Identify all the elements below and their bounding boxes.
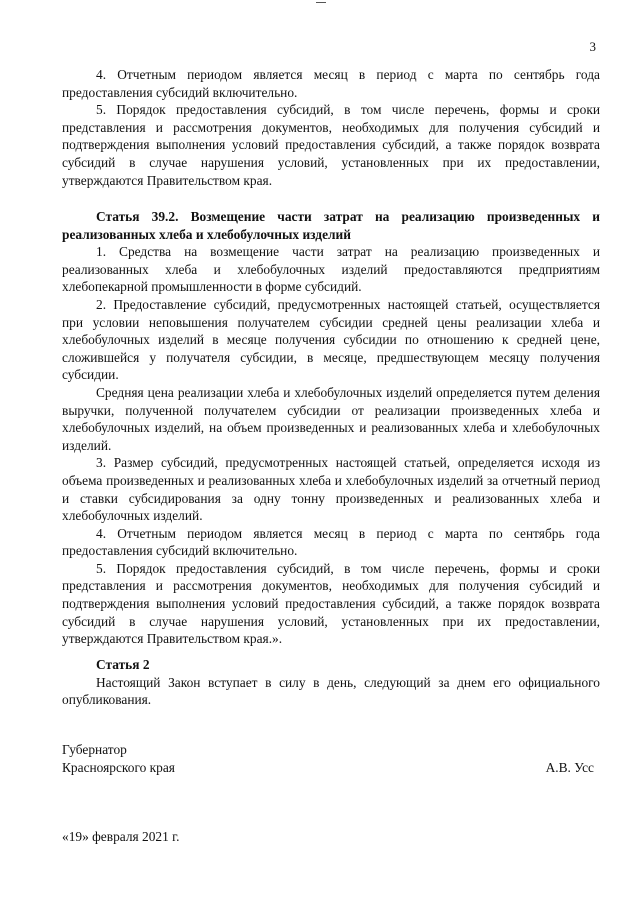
page-number: 3 xyxy=(589,39,596,54)
paragraph-2-average-price: Средняя цена реализации хлеба и хлебобулочных изделий определяется путем деления выручки, полученной получателем субсидии от реализации произведенных хлеба и хлебобулочных изделий, на объем произведенных и реализованных хлеба и хлебобулочных изделий. xyxy=(62,384,600,453)
paragraph-3: 3. Размер субсидий, предусмотренных настоящей статьей, определяется исходя из объема произведенных и реализованных хлеба и хлебобулочных изделий за отчетный период и ставки субсидирования за одну тонну произведенных и реализованных хлеба и хлебобулочных изделий. xyxy=(62,455,600,524)
signatory-title-line1: Губернатор xyxy=(62,742,127,757)
article-39-2 xyxy=(62,208,600,648)
paragraph-procedure: 5. Порядок предоставления субсидий, в том числе перечень, формы и сроки представления и рассмотрения документов, необходимых для получения субсидий и подтверждения выполнения условий предоставления субсидий, а также порядок возврата субсидий в случае нарушения условий, установленных при их предоставлении, утверждаются Правительством края. xyxy=(62,102,600,188)
document-date: «19» февраля 2021 г. xyxy=(62,829,180,844)
article-heading: Статья 39.2. Возмещение части затрат на реализацию произведенных и реализованных хлеба и хлебобулочных изделий xyxy=(62,209,600,242)
paragraph-4: 4. Отчетным периодом является месяц в период с марта по сентябрь года предоставления субсидий включительно. xyxy=(62,525,600,559)
signatory-title xyxy=(62,741,175,776)
article-2-text: Настоящий Закон вступает в силу в день, следующий за днем его официального опубликования. xyxy=(62,674,600,708)
previous-article-tail xyxy=(62,66,600,189)
article-2 xyxy=(62,656,600,709)
scan-mark xyxy=(316,2,326,3)
signatory-title-line2: Красноярского края xyxy=(62,759,175,775)
paragraph-reporting-period: 4. Отчетным периодом является месяц в период с марта по сентябрь года предоставления субсидий включительно. xyxy=(62,67,600,100)
paragraph-1: 1. Средства на возмещение части затрат на реализацию произведенных и реализованных хлеба и хлебобулочных изделий предоставляются предприятиям хлебопекарной промышленности в форме субсидий. xyxy=(62,244,600,295)
signatory-name: А.В. Усс xyxy=(545,760,594,775)
paragraph-5: 5. Порядок предоставления субсидий, в том числе перечень, формы и сроки представления и рассмотрения документов, необходимых для получения субсидий и подтверждения выполнения условий предоставления субсидий, а также порядок возврата субсидий в случае нарушения условий, установленных при их предоставлении, утверждаются Правительством края.». xyxy=(62,560,600,647)
article-2-heading: Статья 2 xyxy=(96,657,150,672)
paragraph-2: 2. Предоставление субсидий, предусмотренных настоящей статьей, осуществляется при условии неповышения получателем субсидии средней цены реализации хлеба и хлебобулочных изделий в месяце получения субсидии по отношению к средней цене, сложившейся у получателя субсидии, в месяце, предшествующем месяцу получения субсидии. xyxy=(62,296,600,383)
